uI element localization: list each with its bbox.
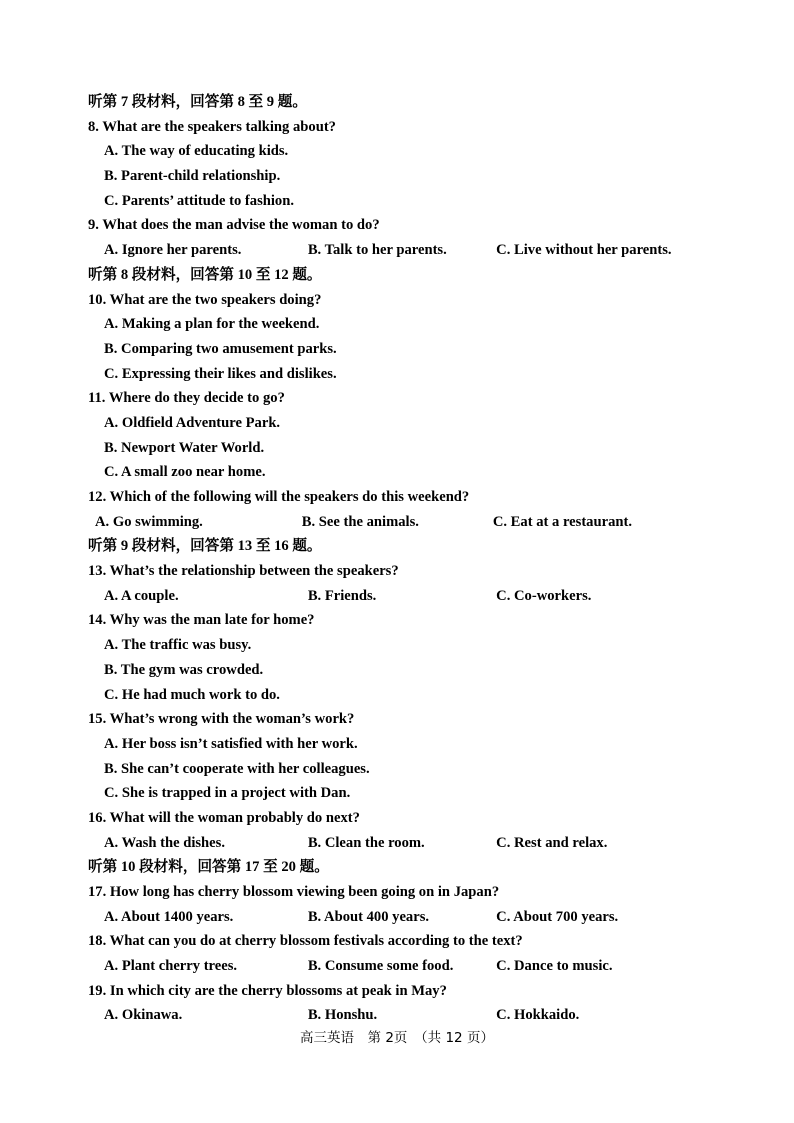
- answer-option: A. Her boss isn’t satisfied with her work.: [104, 735, 358, 752]
- answer-option: C. A small zoo near home.: [104, 464, 266, 481]
- question-stem: 12. Which of the following will the speakers do this weekend?: [88, 489, 470, 505]
- answer-option: B. About 400 years.: [307, 908, 430, 925]
- answer-option: A. Okinawa.: [104, 1007, 183, 1024]
- answer-option: B. See the animals.: [301, 513, 419, 530]
- answer-option: B. Comparing two amusement parks.: [104, 340, 337, 357]
- answer-option: B. Friends.: [307, 587, 377, 604]
- question-stem: 14. Why was the man late for home?: [88, 612, 315, 629]
- answer-option: A. Oldfield Adventure Park.: [104, 414, 281, 431]
- answer-option: C. Co-workers.: [496, 587, 592, 604]
- answer-option: C. She is trapped in a project with Dan.: [104, 785, 351, 802]
- answer-option: B. Parent-child relationship.: [104, 168, 281, 185]
- answer-option: B. She can’t cooperate with her colleagues.: [104, 760, 370, 777]
- answer-option: A. Go swimming.: [95, 513, 203, 530]
- page-footer: 高三英语 第 2页 （共 12 页）: [300, 1030, 494, 1046]
- question-stem: 10. What are the two speakers doing?: [88, 291, 322, 308]
- answer-option-row: [88, 1003, 728, 1028]
- answer-option: B. Consume some food.: [307, 958, 454, 975]
- answer-option: B. Newport Water World.: [104, 439, 265, 456]
- question-stem: 16. What will the woman probably do next?: [88, 809, 360, 826]
- answer-option: A. Wash the dishes.: [104, 834, 225, 851]
- question-stem: 13. What’s the relationship between the speakers?: [88, 563, 399, 580]
- answer-option: C. Parents’ attitude to fashion.: [104, 192, 294, 209]
- answer-option-row: [88, 510, 728, 535]
- answer-option: A. The way of educating kids.: [104, 143, 289, 160]
- section-heading: 听第 7 段材料，回答第 8 至 9 题。: [88, 94, 307, 110]
- question-stem: 19. In which city are the cherry blossoms at peak in May?: [88, 982, 447, 999]
- answer-option: C. About 700 years.: [496, 908, 619, 925]
- section-heading: 听第 10 段材料，回答第 17 至 20 题。: [88, 859, 329, 876]
- answer-option-row: [88, 584, 728, 609]
- question-stem: 8. What are the speakers talking about?: [88, 118, 336, 135]
- section-heading: 听第 8 段材料，回答第 10 至 12 题。: [88, 266, 322, 283]
- answer-option: C. He had much work to do.: [104, 686, 280, 703]
- answer-option: C. Eat at a restaurant.: [492, 513, 632, 530]
- question-stem: 18. What can you do at cherry blossom festivals according to the text?: [88, 933, 523, 950]
- question-stem: 15. What’s wrong with the woman’s work?: [88, 711, 355, 728]
- answer-option: C. Rest and relax.: [496, 834, 608, 851]
- answer-option: A. The traffic was busy.: [104, 637, 252, 654]
- answer-option-row: [88, 954, 728, 979]
- answer-option-row: [88, 905, 728, 930]
- answer-option: B. Clean the room.: [307, 834, 425, 851]
- answer-option: C. Expressing their likes and dislikes.: [104, 365, 337, 382]
- answer-option: A. About 1400 years.: [104, 908, 234, 925]
- section-heading: 听第 9 段材料，回答第 13 至 16 题。: [88, 538, 322, 555]
- answer-option: C. Hokkaido.: [496, 1007, 580, 1024]
- question-list: [88, 90, 728, 1028]
- answer-option: B. Talk to her parents.: [307, 242, 447, 259]
- answer-option: A. Ignore her parents.: [104, 242, 242, 259]
- question-stem: 9. What does the man advise the woman to do?: [88, 217, 380, 234]
- question-stem: 17. How long has cherry blossom viewing been going on in Japan?: [88, 884, 500, 900]
- question-stem: 11. Where do they decide to go?: [88, 390, 285, 407]
- answer-option: C. Live without her parents.: [496, 242, 672, 259]
- answer-option: B. Honshu.: [307, 1007, 378, 1024]
- answer-option: A. Making a plan for the weekend.: [104, 316, 320, 333]
- answer-option: A. Plant cherry trees.: [104, 958, 238, 975]
- answer-option: B. The gym was crowded.: [104, 661, 264, 678]
- answer-option: A. A couple.: [104, 587, 179, 604]
- answer-option-row: [88, 238, 728, 263]
- answer-option: C. Dance to music.: [496, 958, 613, 975]
- answer-option-row: [88, 831, 728, 856]
